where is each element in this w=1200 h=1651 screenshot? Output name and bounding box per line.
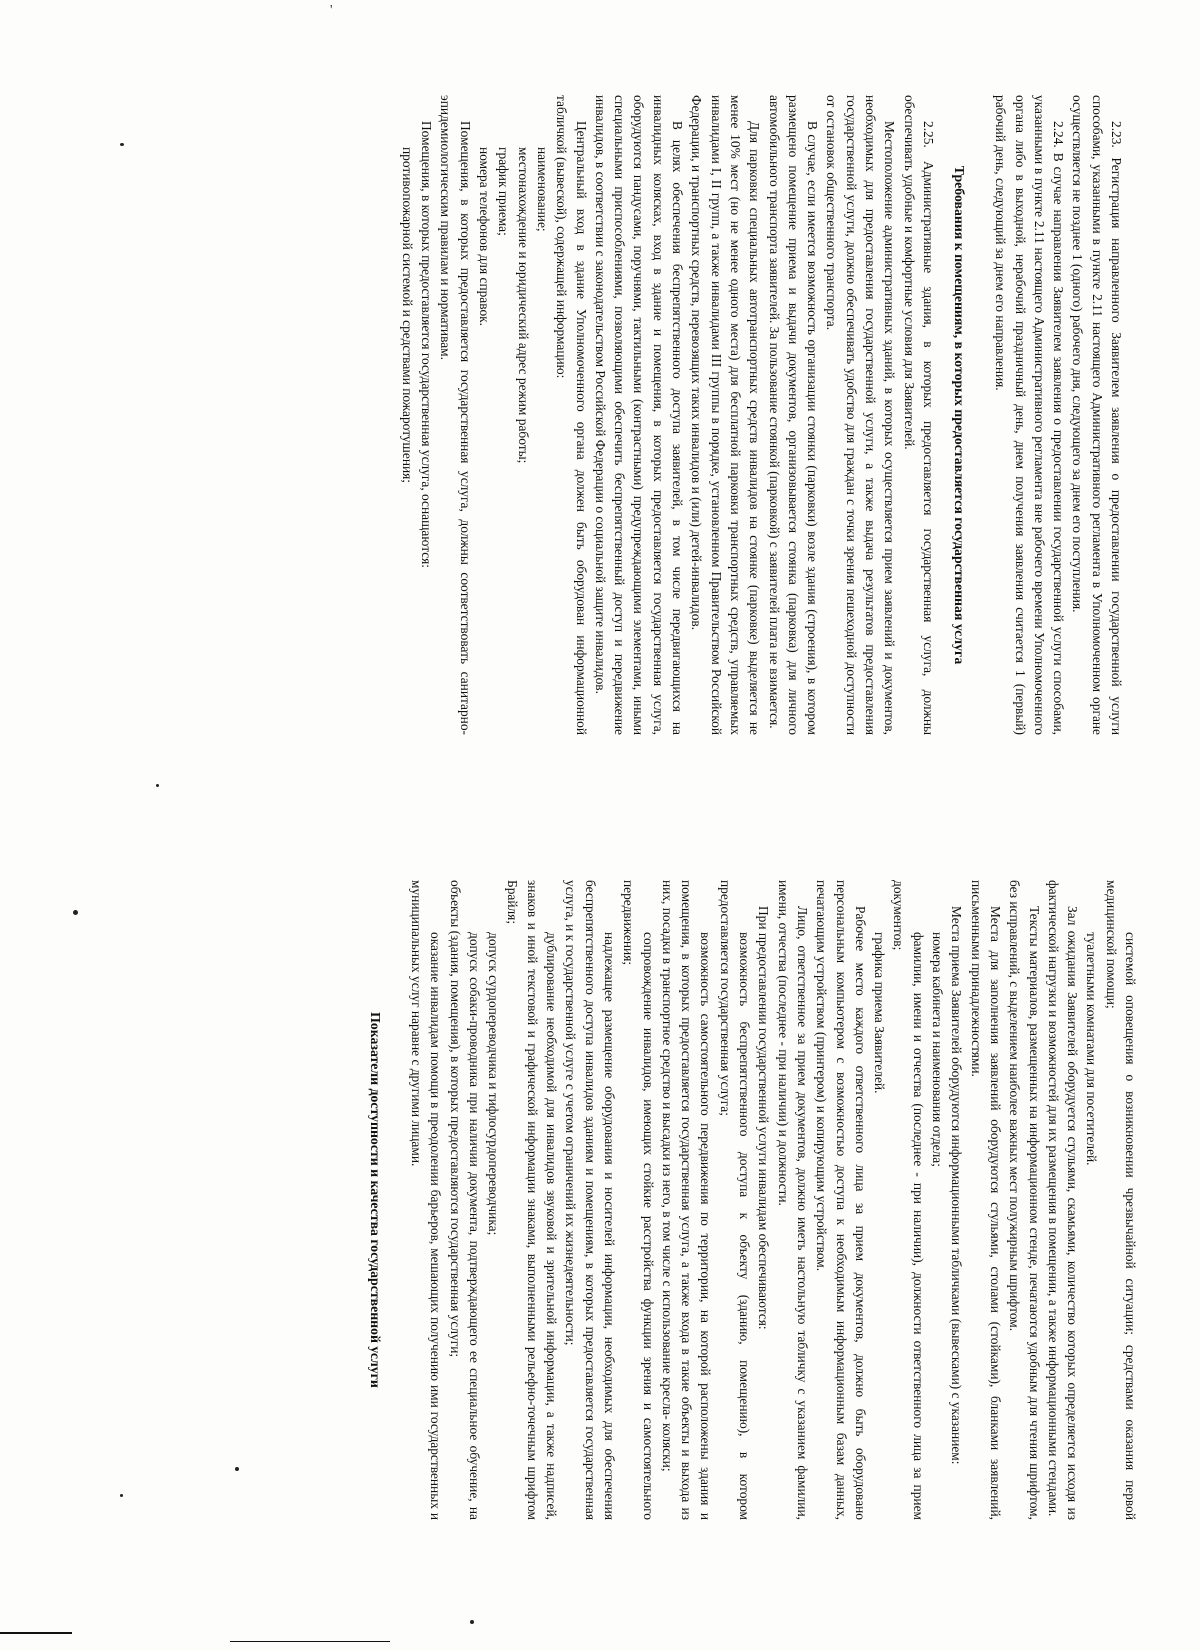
- paragraph-equipment: Помещения, в которых предоставляется государственная услуга, оснащаются:: [419, 121, 435, 569]
- list-item: графика приема Заявителей.: [872, 932, 888, 1094]
- list-item: надлежащее размещение оборудования и носителей информации, необходимых для обеспечения беспрепятственного доступа инвалидов зданиям и помещениям, в которых предоставляется государственная услуга, и к государственной услуге с учетом ограничений их жизнедеятельности;: [563, 880, 617, 1520]
- paragraph-location: Местоположение административных зданий, в которых осуществляется прием заявлений и документов, необходимых для предоставления государственной услуги, а также выдача результатов предоставления государственной услуги, должно обеспечивать удобство для граждан с точки зрения пешеходной доступности от остановок общественного транспорта.: [824, 95, 898, 735]
- paragraph-waiting-hall: Зал ожидания Заявителей оборудуется стульями, скамьями, количество которых определяется исходя из фактической нагрузки и возможностей для их размещения в помещении, а также информационными стендами.: [1045, 880, 1081, 1520]
- list-item: номера телефонов для справок.: [477, 147, 493, 327]
- scan-edge-line: [0, 1632, 72, 1634]
- paragraph-parking: В случае, если имеется возможность организации стоянки (парковки) возле здания (строения), в котором размещено помещение приема и выдачи документов, организовывается стоянка (парковка) для личного автомобильного транспорта заявителей. За пользование стоянкой (парковкой) с заявителей плата не взимается.: [766, 95, 821, 735]
- paragraph-forms-place: Места для заполнения заявлений оборудуются стульями, столами (стойками), бланками заявлений, письменными принадлежностями.: [968, 880, 1003, 1520]
- paragraph-disabled-parking: Для парковки специальных автотранспортных средств инвалидов на стоянке (парковке) выделяется не менее 10% мест (но не менее одного места) для бесплатной парковки транспортных средств, управляемых инвалидами I, II групп, а также инвалидами III группы в порядке, установленном Правительством Российской Федерации, и транспортных средств, перевозящих таких инвалидов и (или) детей-инвалидов.: [689, 95, 763, 735]
- paragraph-2-23: 2.23. Регистрация направленного Заявителем заявления о предоставлении государственной услуги способами, указанными в пункте 2.11 настоящего Административного регламента в Уполномоченном органе осуществляется не позднее 1 (одного) рабочего дня, следующего за днем его поступления.: [1070, 95, 1124, 735]
- section-heading-quality: Показатели доступности и качества государственной услуги: [367, 1012, 383, 1388]
- list-item: наименование;: [534, 147, 550, 232]
- paragraph-sanitary: Помещения, в которых предоставляется государственная услуга, должны соответствовать санитарно-эпидемиологическим правилам и нормативам.: [438, 95, 473, 735]
- paragraph-disabled-services: При предоставлении государственной услуги инвалидам обеспечиваются:: [756, 906, 772, 1330]
- scan-speck: [470, 1620, 474, 1624]
- list-item: противопожарной системой и средствами пожаротушения;: [399, 147, 415, 484]
- paragraph-desk-plate: Лицо, ответственное за прием документов, должно иметь настольную табличку с указанием фамилии, имени, отчества (последнее - при наличии) и должности.: [775, 880, 810, 1520]
- list-item: системой оповещения о возникновении чрезвычайной ситуации; средствами оказания первой медицинской помощи;: [1103, 880, 1138, 1520]
- paragraph-workplace: Рабочее место каждого ответственного лица за прием документов, должно быть оборудовано персональным компьютером с возможностью доступа к необходимым информационным базам данных, печатающим устройством (принтером) и копирующим устройством.: [814, 880, 868, 1520]
- list-item: допуск сурдопереводчика и тифлосурдопереводчика;: [486, 932, 502, 1236]
- list-item: график приема;: [496, 147, 512, 236]
- list-item: местонахождение и юридический адрес режим работы;: [515, 147, 531, 464]
- list-item: допуск собаки-проводника при наличии документа, подтверждающего ее специальное обучение, на объекты (здания, помещения), в которых предоставляются государственная услуги;: [447, 880, 482, 1520]
- list-item: фамилии, имени и отчества (последнее - при наличии), должности ответственного лица за прием документов;: [891, 880, 926, 1520]
- list-item: возможность беспрепятственного доступа к объекту (зданию, помещению), в котором предоставляется государственная услуга;: [717, 880, 753, 1520]
- scan-edge-line: [230, 1641, 390, 1642]
- scan-speck: [235, 1467, 239, 1471]
- list-item: дублирование необходимой для инвалидов звуковой и зрительной информации, а также надписей, знаков и иной текстовой и графической информации знаками, выполненными рельефно-точечным шрифтом Брайля;: [505, 880, 560, 1520]
- paragraph-2-24: 2.24. В случае направления Заявителем заявления о предоставлении государственной услуги способами, указанными в пункте 2.11 настоящего Административного регламента вне рабочего времени Уполномоченного органа либо в выходной, нерабочий праздничный день, днем получения заявления считается 1 (первый) рабочий день, следующий за днем его направления.: [993, 95, 1067, 735]
- paragraph-reception-signs: Места приема Заявителей оборудуются информационными табличками (вывесками) с указанием:: [949, 906, 965, 1465]
- paragraph-2-25: 2.25. Административные здания, в которых предоставляется государственная услуга, должны обеспечивать удобные и комфортные условия для Заявителей.: [901, 95, 936, 735]
- paragraph-entrance-sign: Центральный вход в здание Уполномоченного органа должен быть оборудован информационной табличкой (вывеской), содержащей информацию:: [554, 95, 589, 735]
- scan-speck: [120, 1494, 123, 1497]
- right-column: [354, 880, 1140, 1520]
- scan-speck: [156, 784, 159, 787]
- scan-speck: [73, 910, 78, 915]
- paragraph-info-stand: Тексты материалов, размещенных на информационном стенде, печатаются удобным для чтения шрифтом, без исправлений, с выделением наиболее важных мест полужирным шрифтом.: [1007, 880, 1042, 1520]
- list-item: возможность самостоятельного передвижения по территории, на которой расположены здания и помещения, в которых предоставляется государственная услуга, а также входа в такие объекты и выхода из них, посадки в транспортное средство и высадки из него, в том числе с использование кресла- коляски;: [659, 880, 714, 1520]
- list-item: номера кабинета и наименования отдела;: [930, 932, 946, 1167]
- list-item: сопровождение инвалидов, имеющих стойкие расстройства функции зрения и самостоятельного передвижения;: [621, 880, 656, 1520]
- list-item: туалетными комнатами для посетителей.: [1084, 932, 1100, 1166]
- paragraph-accessibility: В целях обеспечения беспрепятственного доступа заявителей, в том числе передвигающихся на инвалидных колясках, вход в здание и помещения, в которых предоставляется государственная услуга, оборудуются пандусами, поручнями, тактильными (контрастными) предупреждающими элементами, иными специальными приспособлениями, позволяющими обеспечить беспрепятственный доступ и передвижение инвалидов, в соответствии с законодательством Российской Федерации о социальной защите инвалидов.: [592, 95, 686, 735]
- scan-speck: [120, 143, 124, 146]
- section-heading-premises: Требования к помещениям, в которых предоставляется государственная услуга: [951, 165, 967, 665]
- list-item: оказание инвалидам помощи в преодолении барьеров, мешающих получению ими государственных и муниципальных услуг наравне с другими лицами.: [409, 880, 444, 1520]
- scan-speck: ': [330, 3, 333, 18]
- left-column: [398, 95, 1140, 735]
